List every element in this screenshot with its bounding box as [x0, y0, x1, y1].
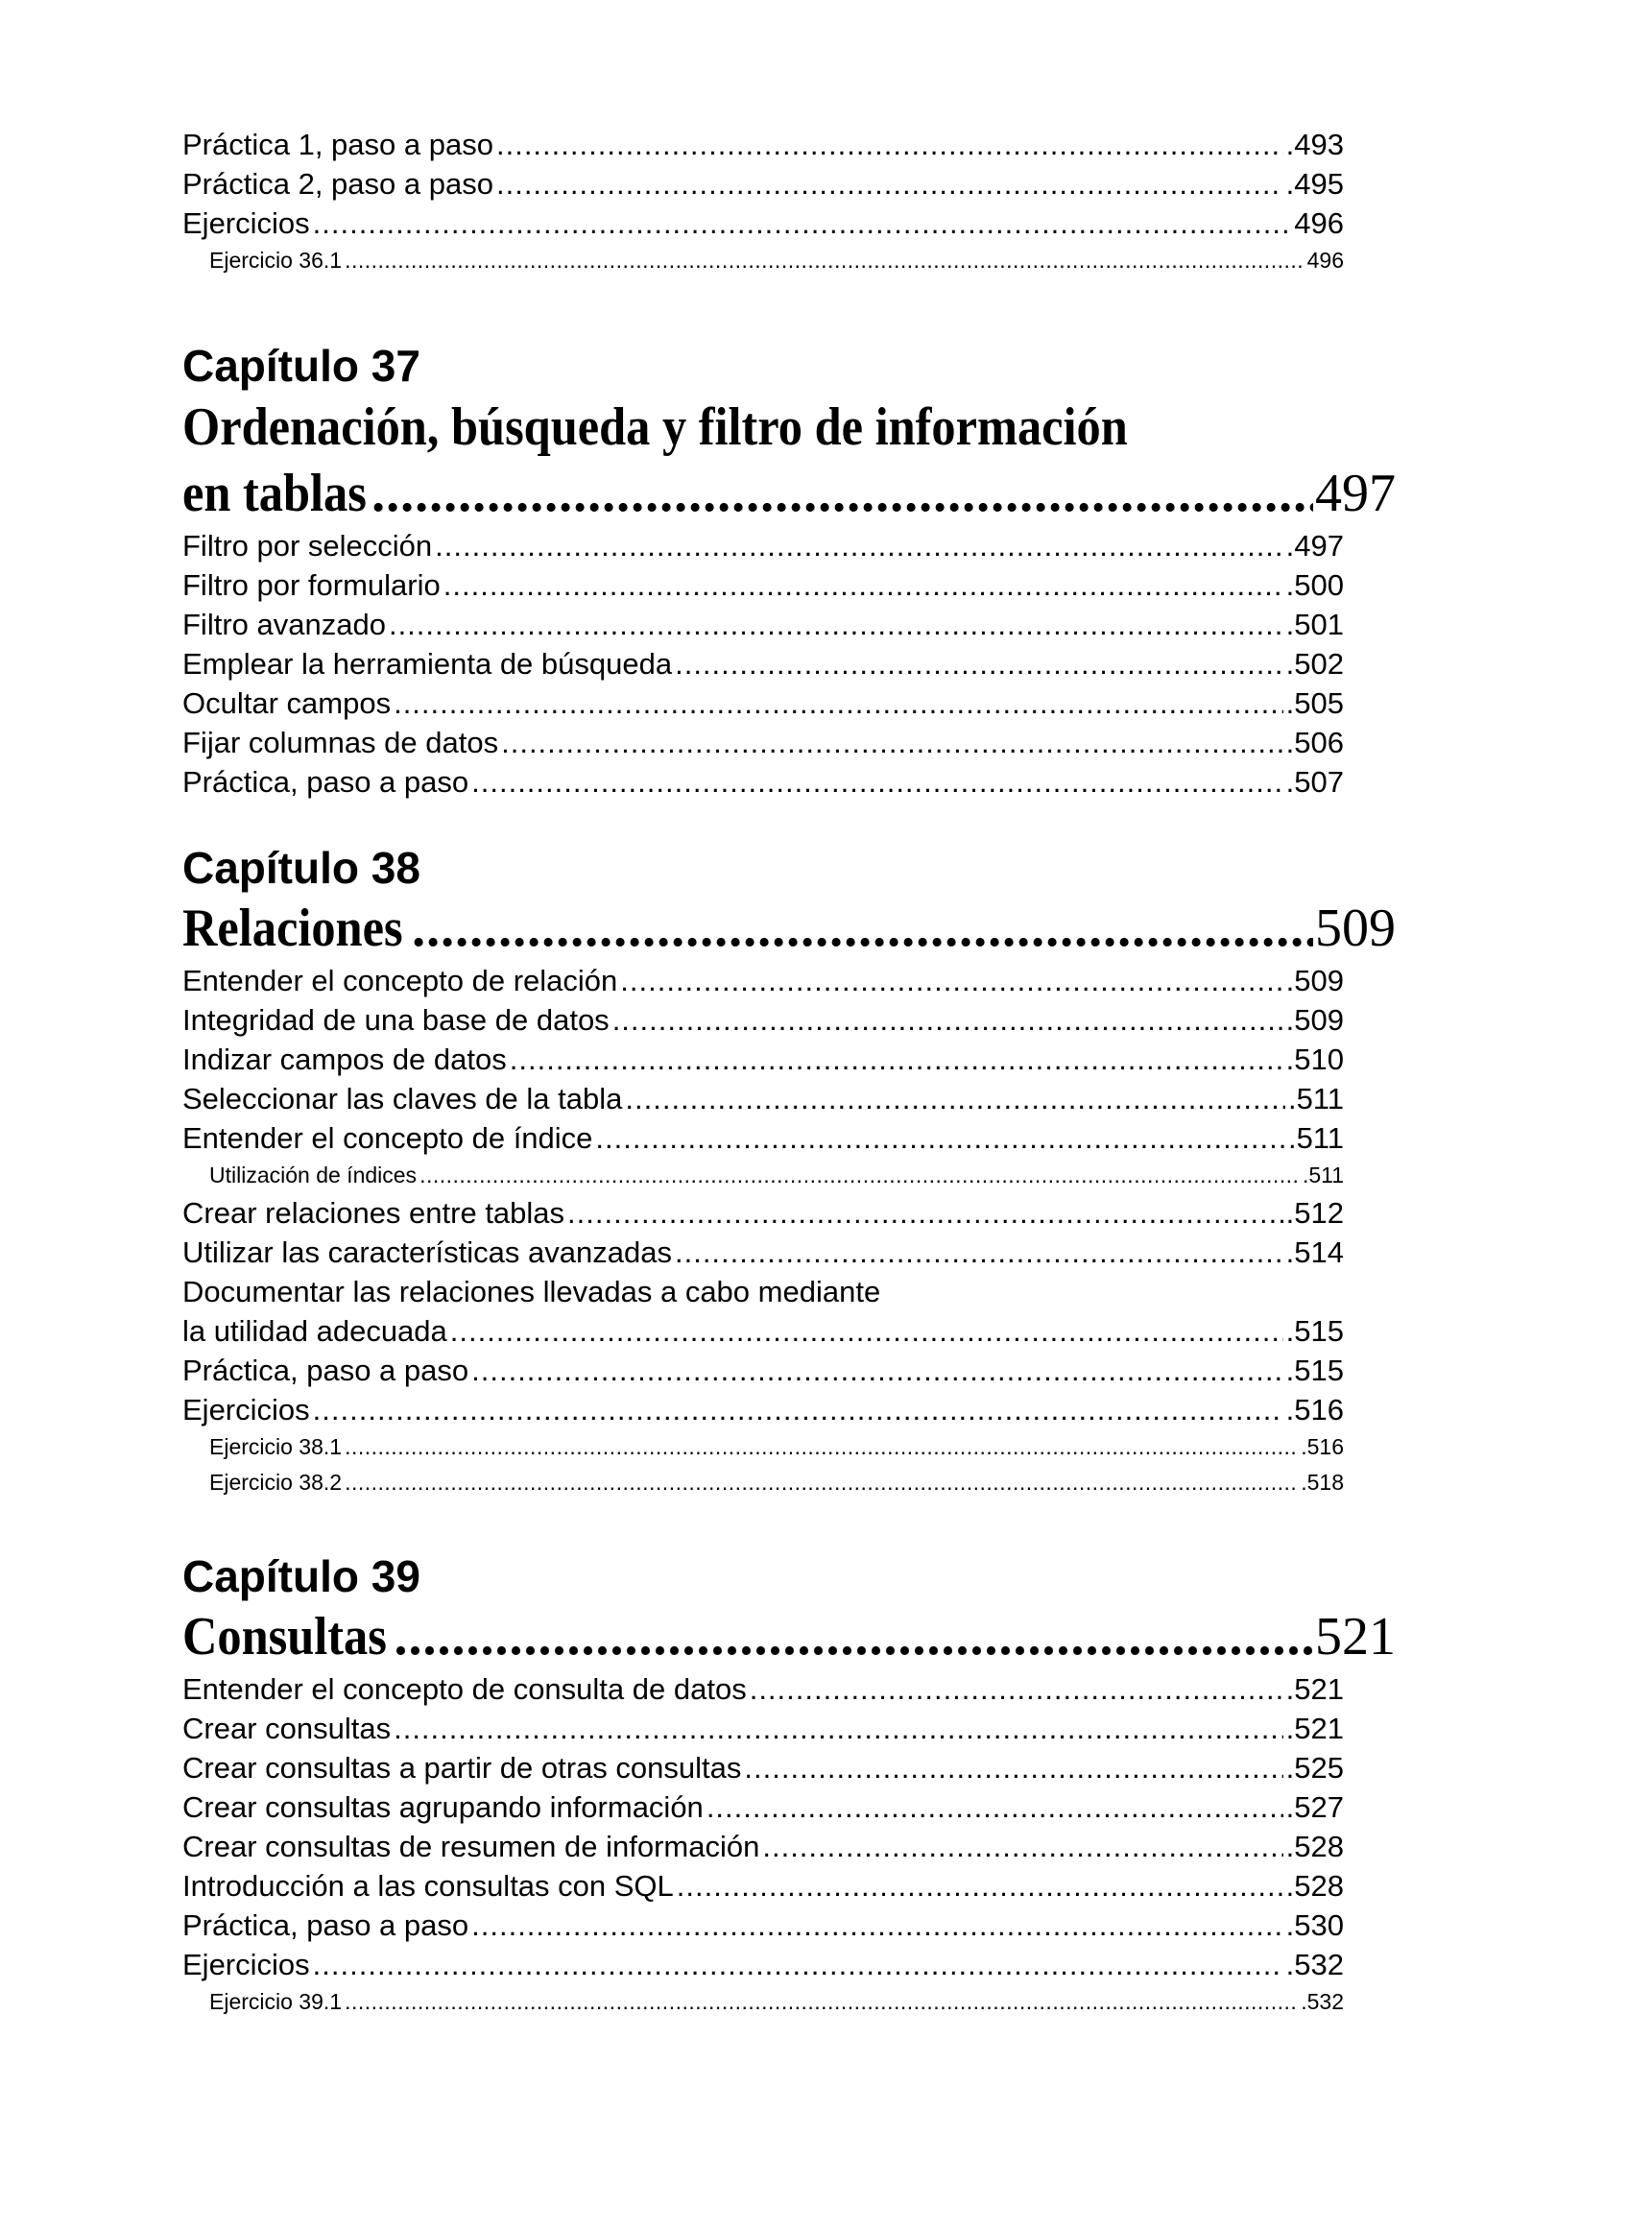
toc-section	[182, 125, 1421, 278]
dot-leader	[313, 1390, 1283, 1429]
toc-entry-title: Ejercicios	[182, 1948, 310, 1981]
toc-entry-title: Utilización de índices	[209, 1163, 418, 1187]
dot-leader	[471, 1906, 1283, 1945]
toc-entry-page: .505	[1285, 686, 1344, 720]
chapter-title: Relaciones	[182, 899, 403, 958]
toc-entry	[182, 1118, 1344, 1158]
toc-entry	[182, 1351, 1344, 1390]
toc-entry	[182, 1906, 1344, 1945]
toc-entry-title: Práctica, paso a paso	[182, 1354, 469, 1387]
toc-subentry	[182, 1158, 1344, 1193]
dot-leader	[371, 461, 1313, 526]
toc-entry-title: Filtro avanzado	[182, 608, 386, 641]
chapter-title-continuation: en tablas	[182, 464, 367, 523]
toc-entry-page: .495	[1285, 167, 1344, 201]
toc-entry-title: Utilizar las características avanzadas	[182, 1235, 672, 1269]
dot-leader	[345, 1465, 1298, 1500]
toc-entry-page: .528	[1285, 1869, 1344, 1903]
toc-entry-page: .514	[1285, 1235, 1344, 1269]
toc-entry-page: .500	[1285, 568, 1344, 602]
dot-leader	[675, 644, 1283, 683]
toc-entry-title: Ejercicio 36.1	[209, 248, 343, 273]
chapter-page-number: 497	[1315, 464, 1396, 523]
dot-leader	[394, 1709, 1283, 1748]
toc-entry-page: .515	[1285, 1314, 1344, 1348]
toc-entry-page: .497	[1285, 529, 1344, 563]
dot-leader	[675, 1233, 1283, 1272]
toc-entry-title: Práctica 1, paso a paso	[182, 128, 493, 161]
toc-entry-title: Práctica 2, paso a paso	[182, 167, 493, 201]
toc-entry-page: .509	[1285, 964, 1344, 997]
dot-leader	[501, 723, 1283, 762]
toc-entry-title: Integridad de una base de datos	[182, 1003, 610, 1037]
dot-leader	[313, 204, 1292, 243]
toc-entry	[182, 1709, 1344, 1748]
dot-leader	[612, 1000, 1283, 1040]
toc-entry-title: Ejercicio 38.1	[209, 1434, 343, 1459]
toc-entry-title: Ocultar campos	[182, 686, 392, 720]
chapter-title: Ordenación, búsqueda y filtro de información	[182, 397, 1128, 457]
toc-entry	[182, 204, 1344, 243]
toc-entry	[182, 683, 1344, 723]
toc-entry	[182, 1390, 1344, 1429]
toc-entry-title: la utilidad adecuada	[182, 1314, 447, 1348]
dot-leader	[496, 164, 1283, 204]
chapter-title-line	[182, 461, 1396, 526]
toc-entry	[182, 1079, 1344, 1118]
chapter-title-line	[182, 896, 1396, 961]
toc-entry	[182, 1040, 1344, 1079]
dot-leader	[313, 1945, 1283, 1984]
chapter-title: Consultas	[182, 1607, 387, 1667]
toc-entry-title: Filtro por selección	[182, 529, 433, 563]
dot-leader	[345, 243, 1305, 278]
toc-entry	[182, 644, 1344, 683]
toc-section	[182, 1669, 1421, 2020]
toc-entry	[182, 1000, 1344, 1040]
chapter-number: Capítulo 37	[182, 341, 420, 391]
toc-entry-title: Ejercicios	[182, 206, 310, 240]
dot-leader	[471, 762, 1283, 802]
toc-entry-page: .515	[1285, 1354, 1344, 1387]
toc-entry-page: .512	[1285, 1196, 1344, 1230]
dot-leader	[345, 1984, 1298, 2020]
toc-entry-page: .510	[1285, 1043, 1344, 1076]
chapter-page-number: 509	[1315, 899, 1396, 958]
toc-entry	[182, 1827, 1344, 1866]
toc-entry-title: Ejercicios	[182, 1393, 310, 1427]
toc-entry-page: .518	[1301, 1470, 1344, 1495]
toc-entry-page: .501	[1285, 608, 1344, 641]
toc-subentry	[182, 1465, 1344, 1500]
toc-entry-page: .509	[1285, 1003, 1344, 1037]
dot-leader	[389, 605, 1283, 644]
toc-entry-page: .516	[1301, 1434, 1344, 1459]
toc-entry-title: Entender el concepto de índice	[182, 1121, 593, 1155]
chapter-page-number: 521	[1315, 1607, 1396, 1667]
toc-entry-title: Crear consultas a partir de otras consultas	[182, 1751, 742, 1785]
dot-leader	[412, 896, 1313, 961]
dot-leader	[395, 1604, 1313, 1669]
toc-subentry	[182, 243, 1344, 278]
toc-entry-title: Emplear la herramienta de búsqueda	[182, 647, 673, 681]
toc-entry-title: Ejercicio 39.1	[209, 1989, 343, 2014]
dot-leader	[419, 1158, 1300, 1193]
dot-leader	[345, 1429, 1298, 1465]
toc-entry-page: .532	[1285, 1948, 1344, 1981]
toc-subentry	[182, 1429, 1344, 1465]
toc-entry-title: Práctica, paso a paso	[182, 765, 469, 799]
toc-page	[182, 125, 1421, 2020]
dot-leader	[450, 1311, 1283, 1351]
toc-entry-page: .527	[1285, 1790, 1344, 1824]
toc-entry-page: .507	[1285, 765, 1344, 799]
dot-leader	[394, 683, 1283, 723]
toc-entry-page: .530	[1285, 1908, 1344, 1942]
toc-entry	[182, 1748, 1344, 1787]
toc-entry-page: .516	[1285, 1393, 1344, 1427]
dot-leader	[625, 1079, 1285, 1118]
toc-entry-title: Entender el concepto de relación	[182, 964, 618, 997]
dot-leader	[435, 526, 1283, 565]
dot-leader	[471, 1351, 1283, 1390]
toc-entry-title: Seleccionar las claves de la tabla	[182, 1082, 623, 1115]
dot-leader	[750, 1669, 1283, 1709]
dot-leader	[567, 1193, 1283, 1233]
dot-leader	[510, 1040, 1283, 1079]
toc-entry	[182, 1866, 1344, 1906]
toc-entry	[182, 723, 1344, 762]
dot-leader	[595, 1118, 1285, 1158]
toc-entry	[182, 565, 1344, 605]
toc-entry-page: .521	[1285, 1672, 1344, 1706]
toc-entry-page: .511	[1302, 1163, 1344, 1187]
toc-entry-title: Documentar las relaciones llevadas a cabo mediante	[182, 1275, 881, 1308]
toc-entry	[182, 605, 1344, 644]
toc-entry	[182, 1669, 1344, 1709]
toc-entry-title: Crear consultas	[182, 1712, 392, 1745]
toc-entry	[182, 961, 1344, 1000]
toc-entry-page: .511	[1287, 1082, 1344, 1115]
toc-entry	[182, 1193, 1344, 1233]
toc-entry-title: Crear consultas agrupando información	[182, 1790, 704, 1824]
toc-entry-title: Filtro por formulario	[182, 568, 441, 602]
dot-leader	[620, 961, 1282, 1000]
dot-leader	[443, 565, 1283, 605]
toc-entry-page: .493	[1285, 128, 1344, 161]
toc-entry-title: Crear consultas de resumen de información	[182, 1830, 760, 1863]
toc-entry-page: .528	[1285, 1830, 1344, 1863]
toc-entry-page: .521	[1285, 1712, 1344, 1745]
toc-entry-page: .511	[1287, 1121, 1344, 1155]
toc-entry-page: .532	[1301, 1989, 1344, 2014]
toc-entry-title: Ejercicio 38.2	[209, 1470, 343, 1495]
toc-section	[182, 526, 1421, 802]
dot-leader	[762, 1827, 1282, 1866]
dot-leader	[496, 125, 1283, 164]
toc-entry	[182, 1311, 1344, 1351]
toc-entry-title: Indizar campos de datos	[182, 1043, 507, 1076]
toc-section	[182, 961, 1421, 1272]
toc-section	[182, 1311, 1421, 1500]
toc-entry-title: Fijar columnas de datos	[182, 726, 499, 759]
dot-leader	[706, 1787, 1283, 1827]
chapter-number: Capítulo 39	[182, 1551, 420, 1601]
toc-entry-page: 496	[1306, 248, 1344, 273]
toc-entry-title: Crear relaciones entre tablas	[182, 1196, 565, 1230]
toc-entry-page: .525	[1285, 1751, 1344, 1785]
toc-entry	[182, 125, 1344, 164]
toc-entry-page: 496	[1294, 206, 1344, 240]
dot-leader	[744, 1748, 1282, 1787]
dot-leader	[677, 1866, 1283, 1906]
toc-subentry	[182, 1984, 1344, 2020]
toc-entry	[182, 1233, 1344, 1272]
toc-entry-title: Introducción a las consultas con SQL	[182, 1869, 674, 1903]
toc-entry	[182, 526, 1344, 565]
toc-entry	[182, 1945, 1344, 1984]
toc-entry-page: .506	[1285, 726, 1344, 759]
toc-entry	[182, 1787, 1344, 1827]
toc-entry	[182, 762, 1344, 802]
toc-entry-title: Entender el concepto de consulta de datos	[182, 1672, 747, 1706]
chapter-title-line	[182, 1604, 1396, 1669]
toc-entry-title: Práctica, paso a paso	[182, 1908, 469, 1942]
toc-entry	[182, 164, 1344, 204]
chapter-number: Capítulo 38	[182, 843, 420, 893]
toc-entry-page: .502	[1285, 647, 1344, 681]
